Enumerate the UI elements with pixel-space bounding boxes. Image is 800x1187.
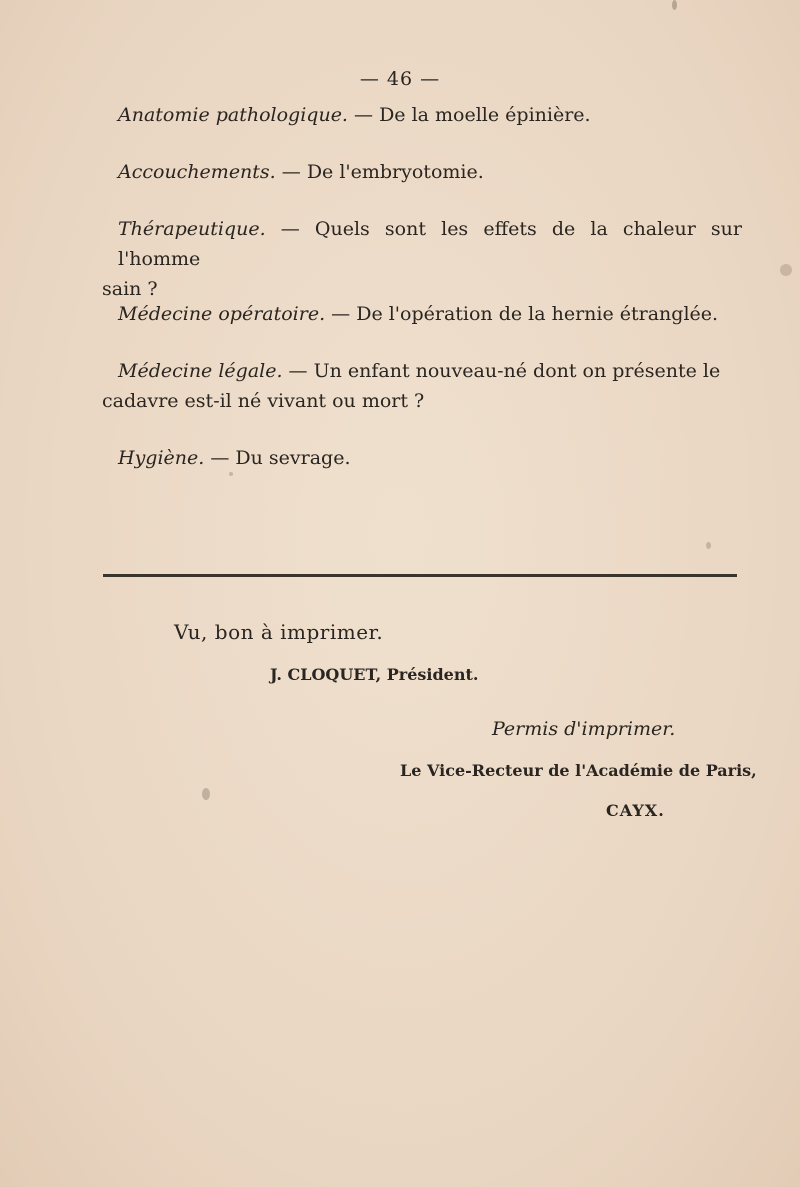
paper-speck [706,542,711,549]
entry-topic: Médecine légale. [118,360,283,382]
paper-speck [229,472,233,476]
entry-topic: Accouchements. [118,161,276,183]
approval-permis: Permis d'imprimer. [492,718,676,740]
approval-vice-recteur: Le Vice-Recteur de l'Académie de Paris, [400,761,757,780]
entry-accouchements [102,157,742,187]
entry-text: — De la moelle épinière. [347,104,591,126]
entry-text: — Quels sont les effets de la chaleur sur l'homme [118,218,742,270]
entry-medecine-operatoire [102,299,742,329]
entry-topic: Hygiène. [118,447,205,469]
entry-continuation: sain ? [102,278,158,300]
approval-cayx: CAYX. [606,801,665,820]
page-number: — 46 — [359,68,441,90]
entry-text: — Un enfant nouveau-né dont on présente le [282,360,721,382]
entry-text: — De l'embryotomie. [275,161,484,183]
entry-text: — De l'opération de la hernie étranglée. [325,303,719,325]
paper-speck [780,264,792,276]
approval-president: J. CLOQUET, Président. [270,665,479,684]
approval-vu: Vu, bon à imprimer. [174,620,384,644]
entry-hygiene [102,443,742,473]
entry-continuation: cadavre est-il né vivant ou mort ? [102,390,425,412]
paper-speck [672,0,677,10]
entry-topic: Médecine opératoire. [118,303,326,325]
horizontal-rule [103,574,737,577]
entry-medecine-legale [102,356,742,416]
entry-topic: Anatomie pathologique. [118,104,348,126]
entry-therapeutique [102,214,742,304]
entry-anatomie [102,100,742,130]
entry-text: — Du sevrage. [204,447,351,469]
entry-topic: Thérapeutique. [118,218,266,240]
paper-speck [202,788,210,800]
